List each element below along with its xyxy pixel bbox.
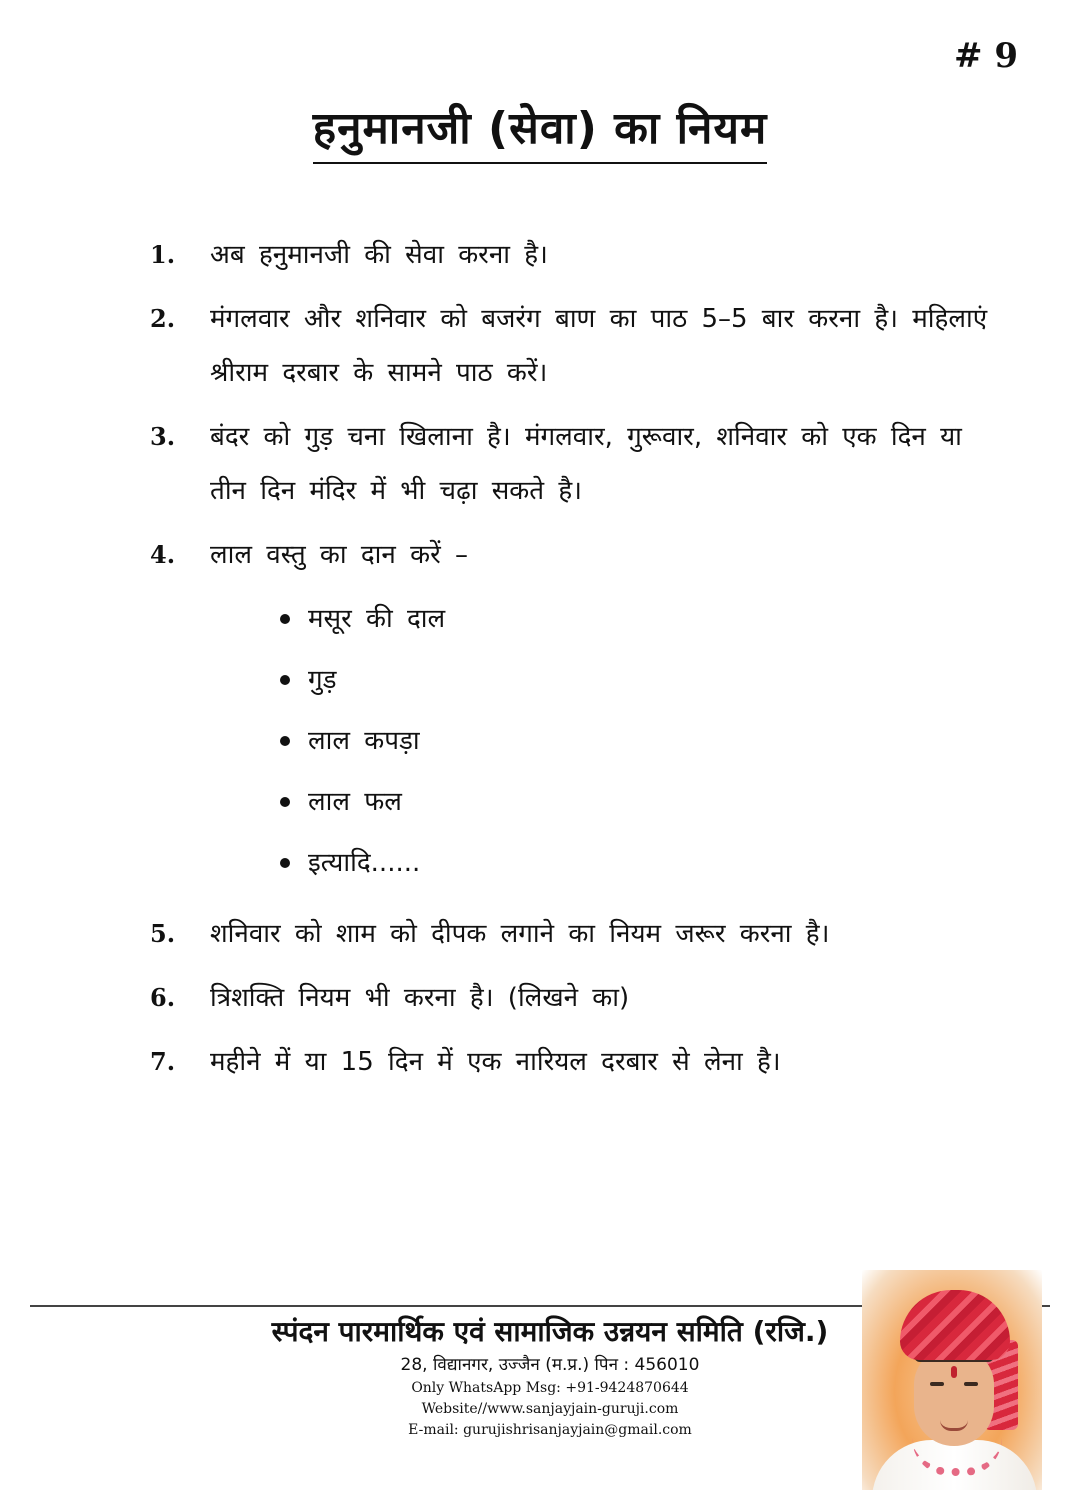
rule-item bbox=[150, 528, 990, 897]
rule-item bbox=[150, 410, 990, 518]
bullet-icon bbox=[280, 675, 290, 685]
donation-item-label: लाल कपड़ा bbox=[308, 725, 420, 756]
page-number: # 9 bbox=[954, 36, 1018, 76]
rule-text: बंदर को गुड़ चना खिलाना है। मंगलवार, गुरूवार, शनिवार को एक दिन या तीन दिन मंदिर में भी चढ़ा सकते है। bbox=[210, 422, 962, 506]
rule-text: शनिवार को शाम को दीपक लगाने का नियम जरूर करना है। bbox=[210, 919, 830, 949]
rule-item bbox=[150, 971, 990, 1025]
bullet-icon bbox=[280, 797, 290, 807]
donation-item bbox=[280, 832, 990, 893]
donation-item bbox=[280, 710, 990, 771]
rule-number: 5. bbox=[150, 919, 176, 948]
rule-text: अब हनुमानजी की सेवा करना है। bbox=[210, 240, 548, 270]
rule-number: 4. bbox=[150, 540, 176, 569]
donation-items-list bbox=[210, 588, 990, 893]
rule-number: 7. bbox=[150, 1047, 176, 1076]
rule-text: महीने में या 15 दिन में एक नारियल दरबार से लेना है। bbox=[210, 1047, 781, 1077]
guru-portrait bbox=[862, 1270, 1042, 1490]
website: Website//www.sanjayjain-guruji.com bbox=[421, 1401, 679, 1417]
rule-number: 3. bbox=[150, 422, 176, 451]
footer-contact bbox=[350, 1352, 750, 1441]
rule-item bbox=[150, 292, 990, 400]
donation-item-label: गुड़ bbox=[308, 664, 337, 695]
donation-item-label: इत्यादि...... bbox=[308, 847, 421, 878]
donation-item-label: लाल फल bbox=[308, 786, 402, 817]
donation-item bbox=[280, 649, 990, 710]
donation-item-label: मसूर की दाल bbox=[308, 603, 446, 634]
email: E-mail: gurujishrisanjayjain@gmail.com bbox=[408, 1422, 692, 1438]
bullet-icon bbox=[280, 858, 290, 868]
rule-text: त्रिशक्ति नियम भी करना है। (लिखने का) bbox=[210, 983, 630, 1013]
rule-item bbox=[150, 228, 990, 282]
rule-item bbox=[150, 907, 990, 961]
rule-number: 1. bbox=[150, 240, 176, 269]
rule-text-main: लाल वस्तु का दान करें – bbox=[210, 540, 468, 570]
donation-item bbox=[280, 771, 990, 832]
rule-text: मंगलवार और शनिवार को बजरंग बाण का पाठ 5–5 बार करना है। महिलाएं श्रीराम दरबार के सामने पाठ करें। bbox=[210, 304, 988, 388]
bullet-icon bbox=[280, 614, 290, 624]
rule-item bbox=[150, 1035, 990, 1089]
rules-list bbox=[150, 228, 990, 1099]
address: 28, विद्यानगर, उज्जैन (म.प्र.) पिन : 456010 bbox=[400, 1355, 700, 1375]
whatsapp-number: Only WhatsApp Msg: +91-9424870644 bbox=[411, 1380, 689, 1396]
rule-number: 6. bbox=[150, 983, 176, 1012]
page-title: हनुमानजी (सेवा) का नियम bbox=[313, 96, 768, 164]
organization-name: स्पंदन पारमार्थिक एवं सामाजिक उन्नयन समिति (रजि.) bbox=[271, 1315, 829, 1348]
rule-number: 2. bbox=[150, 304, 176, 333]
bullet-icon bbox=[280, 736, 290, 746]
rule-text bbox=[210, 528, 990, 897]
donation-item bbox=[280, 588, 990, 649]
